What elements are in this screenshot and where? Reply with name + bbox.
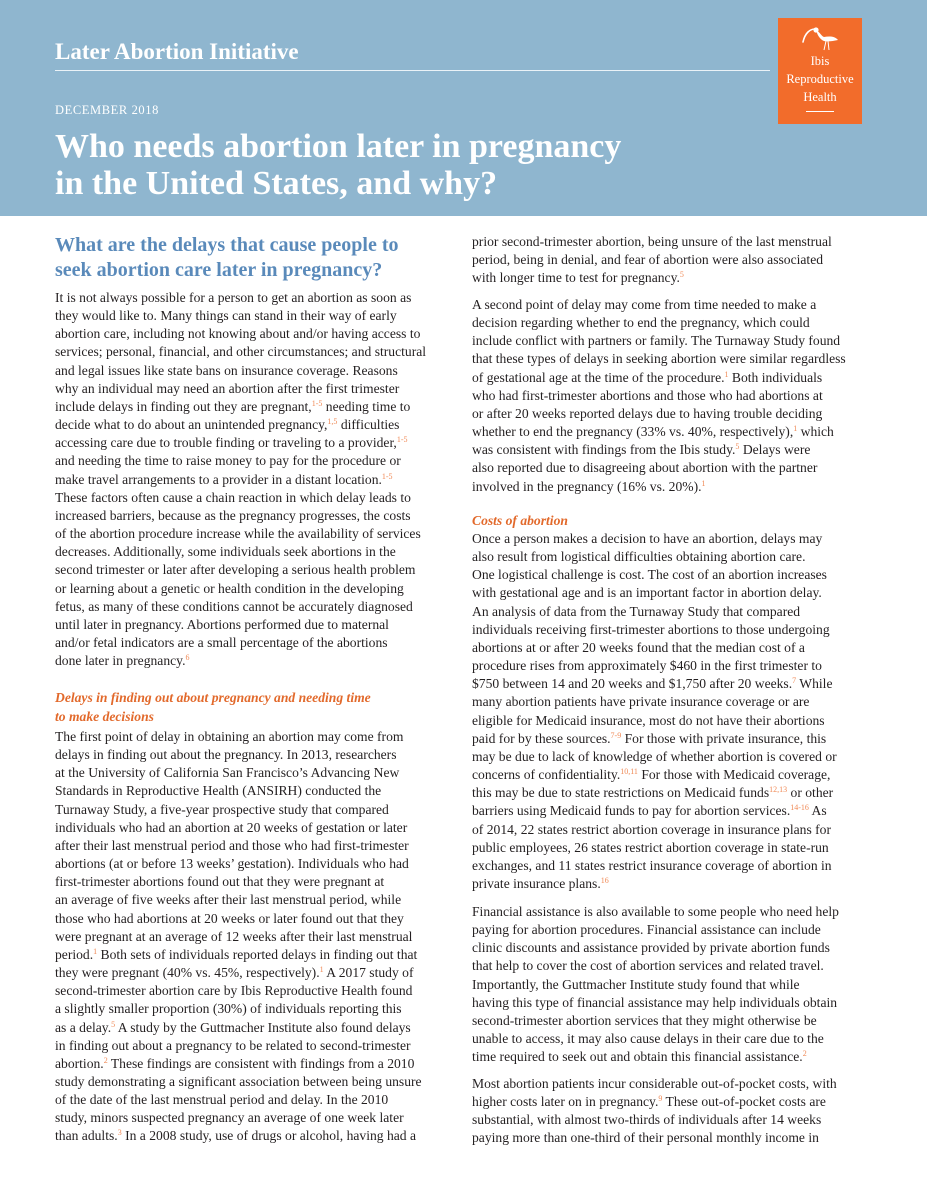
text-line xyxy=(55,1019,448,1037)
text-line: study demonstrating a significant association between being unsure xyxy=(55,1073,422,1089)
text-line: Delays in finding out about pregnancy and needing time xyxy=(55,690,371,705)
text-line: decreases. Additionally, some individuals seek abortions in the xyxy=(55,544,396,560)
text-line: prior second-trimester abortion, being unsure of the last menstrual xyxy=(472,234,832,249)
text-line: individuals receiving first-trimester abortions to those undergoing xyxy=(472,621,830,637)
text-run: include delays in finding out they are pregnant, xyxy=(55,398,312,414)
text-line: public employees, 26 states restrict abortion coverage in state-run xyxy=(472,839,829,855)
text-line: why an individual may need an abortion after the first trimester xyxy=(55,380,400,396)
text-line: The first point of delay in obtaining an abortion may come from xyxy=(55,729,404,744)
text-line xyxy=(55,652,448,670)
text-line: fetus, as many of these conditions cannot be accurately diagnosed xyxy=(55,598,413,614)
text-line: A second point of delay may come from time needed to make a xyxy=(472,297,817,312)
text-line: a slightly smaller proportion (30%) of individuals reporting this xyxy=(55,1001,402,1017)
text-run: accessing care due to trouble finding or traveling to a provider, xyxy=(55,435,397,451)
text-run: done later in pregnancy. xyxy=(55,653,186,669)
citation-superscript: 2 xyxy=(802,1049,807,1059)
text-run: make travel arrangements to a provider in a distant location. xyxy=(55,471,382,487)
citation-superscript: 7 xyxy=(792,676,797,686)
text-line: many abortion patients have private insurance coverage or are xyxy=(472,694,810,710)
title-line: in the United States, and why? xyxy=(55,165,498,202)
text-line: Costs of abortion xyxy=(472,513,568,528)
text-line xyxy=(55,1055,448,1073)
text-run: whether to end the pregnancy (33% vs. 40%, respectively), xyxy=(472,424,794,440)
text-run: as a delay. xyxy=(55,1019,112,1035)
text-line: eligible for Medicaid insurance, most do not have their abortions xyxy=(472,712,825,728)
text-line: What are the delays that cause people to xyxy=(55,234,399,256)
text-line: paying for abortion procedures. Financial assistance can include xyxy=(472,922,821,938)
text-line: of the date of the last menstrual period and delay. In the 2010 xyxy=(55,1092,389,1108)
subheading-delays xyxy=(55,688,448,726)
text-line xyxy=(472,784,869,802)
text-run: Both individuals xyxy=(728,369,823,385)
text-line: An analysis of data from the Turnaway Study that compared xyxy=(472,603,801,619)
text-run: For those with Medicaid coverage, xyxy=(637,767,831,783)
text-line: who had first-trimester abortions and those who had abortions at xyxy=(472,387,823,403)
text-line: of the abortion procedure increase while the availability of services xyxy=(55,526,421,542)
text-line: or after 20 weeks reported delays due to having trouble deciding xyxy=(472,405,823,421)
text-run: abortion. xyxy=(55,1055,104,1071)
citation-superscript: 1-5 xyxy=(396,435,408,445)
citation-superscript: 1,5 xyxy=(327,417,338,427)
text-line: Turnaway Study, a five-year prospective study that compared xyxy=(55,801,389,817)
text-line xyxy=(472,1093,869,1111)
text-line: were pregnant at an average of 12 weeks after their last menstrual xyxy=(55,928,413,944)
text-run: While xyxy=(796,676,833,692)
text-line: seek abortion care later in pregnancy? xyxy=(55,259,383,281)
text-line: paying more than one-third of their personal monthly income in xyxy=(472,1130,819,1146)
page-title xyxy=(55,128,621,202)
citation-superscript: 5 xyxy=(679,270,684,280)
text-line: procedure rises from approximately $460 in the first trimester to xyxy=(472,658,822,674)
text-line xyxy=(55,398,448,416)
citation-superscript: 1 xyxy=(93,946,98,956)
logo-underline xyxy=(806,111,834,112)
text-line: second-trimester abortion care by Ibis Reproductive Health found xyxy=(55,983,413,999)
text-line: Most abortion patients incur considerable out-of-pocket costs, with xyxy=(472,1076,837,1091)
text-line: to make decisions xyxy=(55,709,154,724)
initiative-name: Later Abortion Initiative xyxy=(55,39,299,64)
text-run: In a 2008 study, use of drugs or alcohol, having had a xyxy=(121,1128,417,1144)
text-line: an average of five weeks after their last menstrual period, while xyxy=(55,892,402,908)
text-run: period. xyxy=(55,946,94,962)
text-run: Both sets of individuals reported delays in finding out that xyxy=(97,946,418,962)
text-run: A study by the Guttmacher Institute also found delays xyxy=(115,1019,411,1035)
text-line: include conflict with partners or family. The Turnaway Study found xyxy=(472,333,841,349)
text-line xyxy=(472,730,869,748)
text-run: they were pregnant (40% vs. 45%, respectively). xyxy=(55,965,320,981)
text-line: second trimester or later after developing a serious health problem xyxy=(55,562,416,578)
text-run: A 2017 study of xyxy=(323,965,414,981)
text-line: These factors often cause a chain reaction in which delay leads to xyxy=(55,489,411,505)
logo-line: Health xyxy=(803,90,837,104)
text-line: abortions (at or before 13 weeks’ gestation). Individuals who had xyxy=(55,856,409,872)
text-line: that help to cover the cost of abortion services and related travel. xyxy=(472,958,824,974)
citation-superscript: 6 xyxy=(185,653,190,663)
text-run: paid for by these sources. xyxy=(472,730,611,746)
logo-line: Ibis xyxy=(810,54,830,68)
text-run: difficulties xyxy=(337,417,400,433)
text-line: and needing the time to raise money to pay for the procedure or xyxy=(55,453,401,469)
delays-continued-paragraph xyxy=(472,233,869,287)
decision-delay-paragraph xyxy=(472,296,869,496)
ibis-logo xyxy=(778,18,862,124)
text-run: As xyxy=(808,803,827,819)
text-line: study, minors suspected pregnancy an average of one week later xyxy=(55,1110,404,1126)
text-line: abortions at or after 20 weeks found that the median cost of a xyxy=(472,639,805,655)
citation-superscript: 1 xyxy=(701,478,706,488)
ibis-bird-icon xyxy=(800,24,840,52)
text-line: services; personal, financial, and other circumstances; and structural xyxy=(55,344,427,360)
text-run: decide what to do about an unintended pregnancy, xyxy=(55,417,328,433)
text-line: It is not always possible for a person to get an abortion as soon as xyxy=(55,290,412,305)
text-line: also reported due to disagreeing about abortion with the partner xyxy=(472,460,818,476)
text-line xyxy=(472,369,869,387)
text-run: than adults. xyxy=(55,1128,118,1144)
text-line: in finding out about a pregnancy to be related to second-trimester xyxy=(55,1037,411,1053)
text-run: with longer time to test for pregnancy. xyxy=(472,270,680,286)
text-line: may be due to lack of knowledge of whether abortion is covered or xyxy=(472,748,837,764)
text-run: which xyxy=(797,424,834,440)
text-line xyxy=(55,416,448,434)
text-line: after their last menstrual period and those who had first-trimester xyxy=(55,837,409,853)
text-line xyxy=(472,875,869,893)
text-run: was consistent with findings from the Ibis study. xyxy=(472,442,736,458)
text-line: Financial assistance is also available to some people who need help xyxy=(472,904,839,919)
text-line: unable to access, it may also cause delays in their care due to the xyxy=(472,1031,824,1047)
text-line: of 2014, 22 states restrict abortion coverage in insurance plans for xyxy=(472,821,831,837)
text-run: needing time to xyxy=(322,398,411,414)
text-line: substantial, with almost two-thirds of individuals after 14 weeks xyxy=(472,1112,822,1128)
text-line xyxy=(55,964,448,982)
text-run: this may be due to state restrictions on Medicaid funds xyxy=(472,785,770,801)
text-line xyxy=(472,766,869,784)
text-line: clinic discounts and assistance provided by private abortion funds xyxy=(472,940,830,956)
citation-superscript: 2 xyxy=(103,1055,108,1065)
text-line: Once a person makes a decision to have an abortion, delays may xyxy=(472,531,823,546)
out-of-pocket-paragraph xyxy=(472,1075,869,1148)
citation-superscript: 5 xyxy=(735,442,740,452)
text-line: abortion care, including not knowing about and/or having access to xyxy=(55,326,421,342)
text-run: For those with private insurance, this xyxy=(621,730,827,746)
text-line: exchanges, and 11 states restrict insurance coverage of abortion in xyxy=(472,857,832,873)
citation-superscript: 10,11 xyxy=(620,767,638,777)
citation-superscript: 1 xyxy=(724,369,729,379)
text-run: time required to seek out and obtain this financial assistance. xyxy=(472,1049,803,1065)
text-run: These out-of-pocket costs are xyxy=(662,1094,826,1110)
intro-paragraph xyxy=(55,289,448,670)
publication-date: DECEMBER 2018 xyxy=(55,103,159,117)
text-line: Importantly, the Guttmacher Institute study found that while xyxy=(472,976,800,992)
text-line xyxy=(55,471,448,489)
costs-paragraph xyxy=(472,530,869,893)
text-line: delays in finding out about the pregnancy. In 2013, researchers xyxy=(55,747,397,763)
text-line xyxy=(55,434,448,452)
financial-assistance-paragraph xyxy=(472,903,869,1066)
text-line: first-trimester abortions found out that they were pregnant at xyxy=(55,874,385,890)
text-line: decision regarding whether to end the pregnancy, which could xyxy=(472,315,810,331)
citation-superscript: 1 xyxy=(319,965,324,975)
citation-superscript: 12,13 xyxy=(769,785,788,795)
citation-superscript: 5 xyxy=(111,1019,116,1029)
text-line: they would like to. Many things can stand in their way of early xyxy=(55,308,397,324)
text-line: those who had abortions at 20 weeks or later found out that they xyxy=(55,910,404,926)
header-divider xyxy=(55,70,770,71)
section-heading xyxy=(55,233,448,283)
text-line: or learning about a genetic or health condition in the developing xyxy=(55,580,404,596)
text-line: at the University of California San Francisco’s Advancing New xyxy=(55,765,400,781)
text-line: second-trimester abortion services that they might otherwise be xyxy=(472,1012,817,1028)
text-line xyxy=(55,1127,448,1145)
text-run: of gestational age at the time of the procedure. xyxy=(472,369,725,385)
text-line: Standards in Reproductive Health (ANSIRH) conducted the xyxy=(55,783,382,799)
title-line: Who needs abortion later in pregnancy xyxy=(55,128,622,165)
text-line xyxy=(472,1048,869,1066)
text-line: One logistical challenge is cost. The cost of an abortion increases xyxy=(472,567,827,583)
text-run: private insurance plans. xyxy=(472,875,601,891)
text-line xyxy=(472,675,869,693)
text-line xyxy=(472,423,869,441)
citation-superscript: 1-5 xyxy=(311,398,323,408)
citation-superscript: 1-5 xyxy=(381,471,393,481)
text-run: Delays were xyxy=(739,442,811,458)
logo-line: Reproductive xyxy=(786,72,854,86)
text-line: individuals who had an abortion at 20 weeks of gestation or later xyxy=(55,819,408,835)
text-run: concerns of confidentiality. xyxy=(472,767,621,783)
text-run: or other xyxy=(787,785,834,801)
text-line: having this type of financial assistance may help individuals obtain xyxy=(472,994,838,1010)
text-line: also result from logistical difficulties obtaining abortion care. xyxy=(472,549,806,565)
citation-superscript: 14-16 xyxy=(790,803,809,813)
text-line: and/or fetal indicators are a small percentage of the abortions xyxy=(55,634,388,650)
text-line xyxy=(472,269,869,287)
text-line: with gestational age and is an important factor in abortion delay. xyxy=(472,585,822,601)
text-line: increased barriers, because as the pregnancy progresses, the costs xyxy=(55,507,411,523)
text-line: until later in pregnancy. Abortions performed due to maternal xyxy=(55,616,389,632)
citation-superscript: 3 xyxy=(117,1128,122,1138)
citation-superscript: 7-9 xyxy=(610,730,622,740)
text-line xyxy=(472,802,869,820)
text-line: and legal issues like state bans on insurance coverage. Reasons xyxy=(55,362,398,378)
citation-superscript: 9 xyxy=(658,1094,663,1104)
citation-superscript: 1 xyxy=(793,424,798,434)
citation-superscript: 16 xyxy=(600,875,609,885)
text-line xyxy=(472,478,869,496)
text-line xyxy=(55,946,448,964)
text-line xyxy=(472,441,869,459)
delays-paragraph xyxy=(55,728,448,1146)
logo-wordmark xyxy=(778,52,862,106)
text-line: that these types of delays in seeking abortion were similar regardless xyxy=(472,351,846,367)
text-run: barriers using Medicaid funds to pay for abortion services. xyxy=(472,803,791,819)
text-run: $750 between 14 and 20 weeks and $1,750 after 20 weeks. xyxy=(472,676,793,692)
text-run: These findings are consistent with findings from a 2010 xyxy=(107,1055,415,1071)
text-run: higher costs later on in pregnancy. xyxy=(472,1094,659,1110)
text-line: period, being in denial, and fear of abortion were also associated xyxy=(472,252,824,268)
subheading-costs xyxy=(472,511,869,530)
text-run: involved in the pregnancy (16% vs. 20%). xyxy=(472,478,702,494)
